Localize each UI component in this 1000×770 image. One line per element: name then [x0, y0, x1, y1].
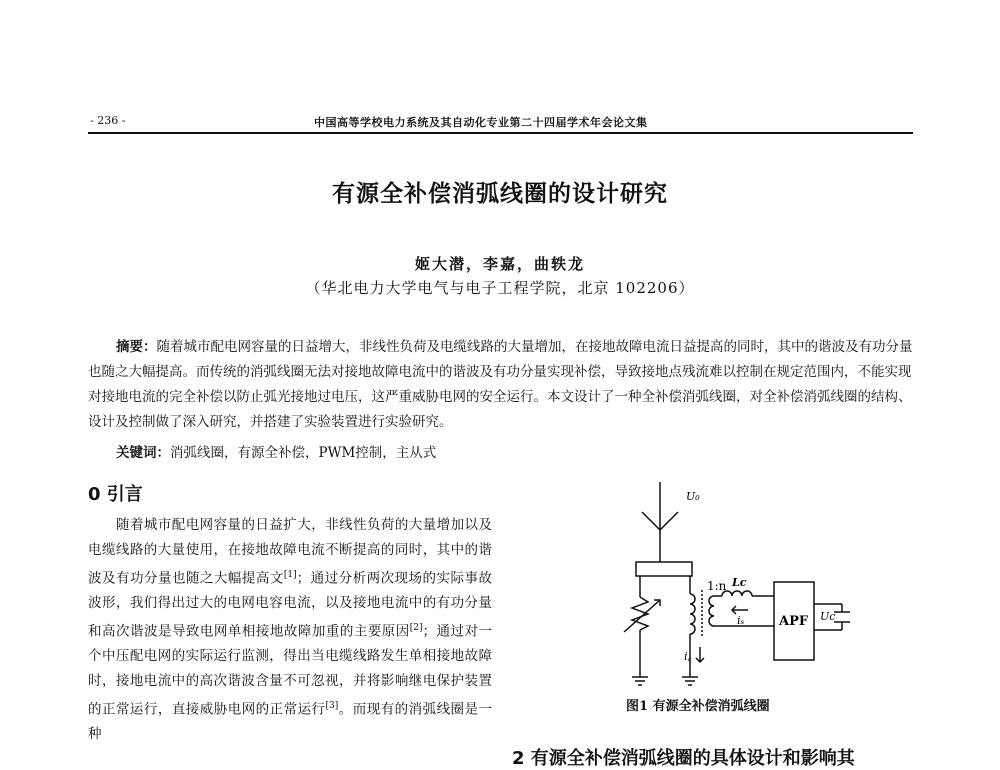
citation-2: [2] — [409, 622, 423, 633]
figure-caption: 图1 有源全补偿消弧线圈 — [626, 699, 770, 714]
page-number: - 236 - — [90, 114, 126, 127]
authors: 姬大潜，李嘉，曲轶龙 — [414, 255, 585, 273]
antenna-right — [660, 512, 678, 530]
figure-circuit-diagram — [592, 482, 892, 702]
abstract — [88, 335, 916, 435]
abstract-text: 随着城市配电网容量的日益增大，非线性负荷及电缆线路的大量增加，在接地故障电流日益提高的同时，其中的谐波及有功分量也随之大幅提高。而传统的消弧线圈无法对接地故障电流中的谐波及有功分量实现补偿，导致接地点残流难以控制在规定范围内，不能实现对接地电流的完全补偿以防止弧光接地过电压，这严重威胁电网的安全运行。本文设计了一种全补偿消弧线圈，对全补偿消弧线圈的结构、设计及控制做了深入研究，并搭建了实验装置进行实验研究。 — [88, 339, 913, 430]
citation-3: [3] — [325, 700, 339, 711]
label-lc: Lc — [732, 576, 747, 589]
label-is: iₛ — [737, 614, 745, 627]
abstract-label: 摘要： — [116, 339, 157, 355]
section-heading-intro: 0 引言 — [88, 484, 143, 505]
keywords — [116, 443, 436, 463]
intro-paragraph — [88, 513, 492, 747]
intro-text-c: ；通过对一个中压配电网的实际运行监测，得出当电缆线路发生单相接地故障时，接地电流中的高次谐波含量不可忽视，并将影响继电保护装置的正常运行，直接威胁电网的正常运行 — [88, 623, 493, 718]
section-heading-2: 2 有源全补偿消弧线圈的具体设计和影响其 — [512, 748, 855, 769]
affiliation: （华北电力大学电气与电子工程学院，北京 102206） — [305, 279, 695, 297]
antenna-left — [642, 512, 660, 530]
primary-coil — [690, 594, 695, 634]
inductor-lc — [722, 591, 752, 596]
running-title: 中国高等学校电力系统及其自动化专业第二十四届学术年会论文集 — [314, 116, 648, 129]
junction-box — [636, 562, 692, 576]
intro-text-d: 。而现有的消弧线圈是一种 — [88, 701, 493, 742]
keywords-label: 关键词： — [116, 445, 170, 461]
citation-1: [1] — [283, 569, 297, 580]
keywords-text: 消弧线圈，有源全补偿，PWM控制，主从式 — [170, 445, 437, 461]
intro-text-a: 随着城市配电网容量的日益扩大，非线性负荷的大量增加以及电缆线路的大量使用，在接地故障电流不断提高的同时，其中的谐波及有功分量也随之大幅提高文 — [88, 517, 492, 587]
label-u0: U₀ — [686, 490, 700, 503]
label-apf: APF — [779, 614, 809, 629]
secondary-coil — [709, 596, 714, 626]
header-rule — [88, 132, 913, 134]
label-ic: i꜀ — [684, 650, 692, 663]
label-uc: Uc — [820, 610, 836, 623]
label-ratio: 1:n — [707, 579, 727, 593]
paper-title: 有源全补偿消弧线圈的设计研究 — [332, 181, 668, 207]
intro-text-b: ；通过分析两次现场的实际事故波形，我们得出过大的电网电容电流，以及接地电流中的有功分量和高次谐波是导致电网单相接地故障加重的主要原因 — [88, 570, 493, 640]
